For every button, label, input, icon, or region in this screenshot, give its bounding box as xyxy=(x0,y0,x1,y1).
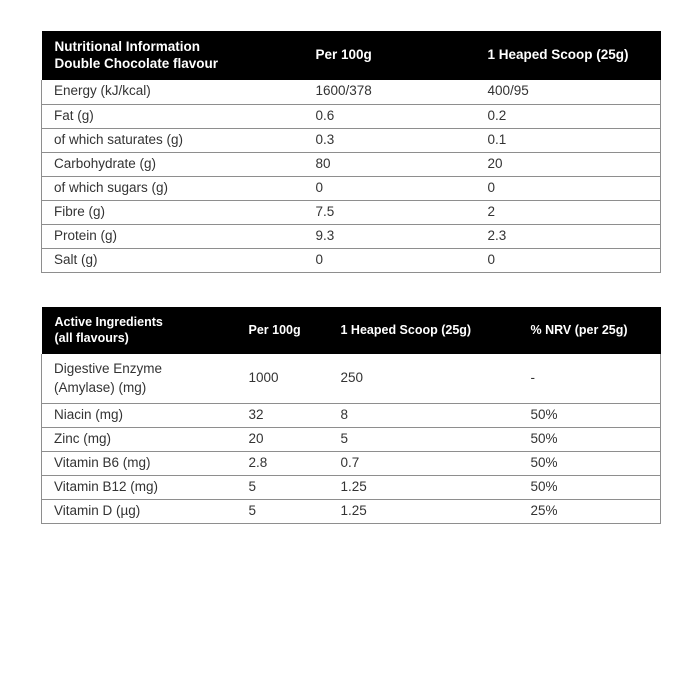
active-row-nrv: 50% xyxy=(519,403,661,427)
table-row xyxy=(42,80,661,104)
active-row-per-100g: 5 xyxy=(237,475,329,499)
table-row xyxy=(42,200,661,224)
nutrition-row-label: Protein (g) xyxy=(42,224,304,248)
active-row-per-100g: 5 xyxy=(237,499,329,523)
nutrition-header-per-100g: Per 100g xyxy=(304,31,476,80)
active-row-label-line1: Digestive Enzyme xyxy=(54,360,163,376)
active-row-per-100g: 2.8 xyxy=(237,451,329,475)
nutrition-row-label: Carbohydrate (g) xyxy=(42,152,304,176)
nutrition-header-row xyxy=(42,31,661,80)
active-row-nrv: 50% xyxy=(519,427,661,451)
nutrition-row-per-scoop: 400/95 xyxy=(476,80,661,104)
active-row-label: Zinc (mg) xyxy=(42,427,237,451)
nutrition-header-title-line2: Double Chocolate flavour xyxy=(54,55,219,71)
nutrition-row-per-100g: 7.5 xyxy=(304,200,476,224)
nutrition-row-per-scoop: 2.3 xyxy=(476,224,661,248)
nutrition-table-body xyxy=(42,80,661,272)
nutrition-row-per-scoop: 0.1 xyxy=(476,128,661,152)
table-row xyxy=(42,475,661,499)
active-table-header xyxy=(42,307,661,354)
nutrition-table-header xyxy=(42,31,661,80)
active-row-per-scoop: 1.25 xyxy=(329,499,519,523)
active-header-per-100g: Per 100g xyxy=(237,307,329,354)
nutrition-row-per-scoop: 20 xyxy=(476,152,661,176)
active-row-per-scoop: 8 xyxy=(329,403,519,427)
nutrition-row-per-100g: 0.3 xyxy=(304,128,476,152)
table-row xyxy=(42,128,661,152)
nutrition-row-per-100g: 80 xyxy=(304,152,476,176)
active-row-per-scoop: 0.7 xyxy=(329,451,519,475)
table-row xyxy=(42,427,661,451)
table-row xyxy=(42,354,661,403)
active-ingredients-table xyxy=(41,307,661,524)
active-header-nrv: % NRV (per 25g) xyxy=(519,307,661,354)
nutrition-header-title xyxy=(42,31,304,80)
table-row xyxy=(42,499,661,523)
active-row-per-100g: 1000 xyxy=(237,354,329,403)
active-row-label: Niacin (mg) xyxy=(42,403,237,427)
nutrition-row-per-100g: 0 xyxy=(304,176,476,200)
active-row-nrv: - xyxy=(519,354,661,403)
nutrition-row-per-100g: 1600/378 xyxy=(304,80,476,104)
active-row-label: Vitamin B12 (mg) xyxy=(42,475,237,499)
nutrition-row-per-100g: 9.3 xyxy=(304,224,476,248)
active-header-title-line2: (all flavours) xyxy=(54,330,129,345)
active-header-row xyxy=(42,307,661,354)
active-row-label xyxy=(42,354,237,403)
nutrition-row-per-scoop: 2 xyxy=(476,200,661,224)
active-row-label-line2: (Amylase) (mg) xyxy=(54,380,147,396)
active-row-per-scoop: 5 xyxy=(329,427,519,451)
active-header-per-scoop: 1 Heaped Scoop (25g) xyxy=(329,307,519,354)
active-header-title-line1: Active Ingredients xyxy=(54,315,163,330)
table-row xyxy=(42,176,661,200)
active-table-body xyxy=(42,354,661,523)
active-row-per-scoop: 250 xyxy=(329,354,519,403)
nutrition-row-label: Energy (kJ/kcal) xyxy=(42,80,304,104)
active-row-per-scoop: 1.25 xyxy=(329,475,519,499)
table-row xyxy=(42,152,661,176)
active-row-per-100g: 32 xyxy=(237,403,329,427)
active-row-label: Vitamin B6 (mg) xyxy=(42,451,237,475)
nutrition-row-per-scoop: 0 xyxy=(476,176,661,200)
active-row-nrv: 50% xyxy=(519,451,661,475)
active-row-per-100g: 20 xyxy=(237,427,329,451)
nutrition-row-per-100g: 0.6 xyxy=(304,104,476,128)
table-row xyxy=(42,104,661,128)
table-row xyxy=(42,451,661,475)
nutritional-information-table xyxy=(41,31,661,273)
active-row-nrv: 50% xyxy=(519,475,661,499)
nutrition-header-title-line1: Nutritional Information xyxy=(54,39,200,55)
nutrition-header-per-scoop: 1 Heaped Scoop (25g) xyxy=(476,31,661,80)
nutrition-row-label: Salt (g) xyxy=(42,248,304,272)
active-row-label: Vitamin D (µg) xyxy=(42,499,237,523)
nutrition-row-per-scoop: 0 xyxy=(476,248,661,272)
nutrition-row-label: Fibre (g) xyxy=(42,200,304,224)
active-header-title xyxy=(42,307,237,354)
active-row-nrv: 25% xyxy=(519,499,661,523)
nutrition-row-label: of which sugars (g) xyxy=(42,176,304,200)
nutrition-row-per-100g: 0 xyxy=(304,248,476,272)
table-row xyxy=(42,403,661,427)
nutrition-row-label: Fat (g) xyxy=(42,104,304,128)
nutrition-row-per-scoop: 0.2 xyxy=(476,104,661,128)
nutrition-row-label: of which saturates (g) xyxy=(42,128,304,152)
table-row xyxy=(42,224,661,248)
table-row xyxy=(42,248,661,272)
